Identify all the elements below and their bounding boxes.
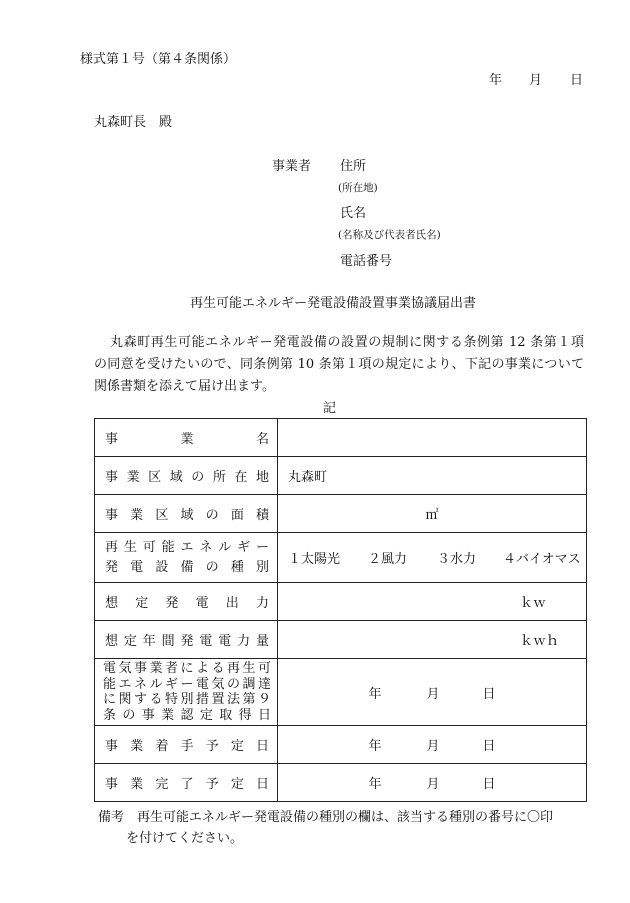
facility-type-options xyxy=(278,533,587,583)
facility-type-label-line-1: 再生可能エネルギー xyxy=(105,539,269,555)
planned-output-value[interactable] xyxy=(278,583,587,621)
form-number: 様式第１号（第４条関係） xyxy=(80,52,237,67)
row-location xyxy=(95,457,587,495)
completion-month-label: 月 xyxy=(426,777,440,792)
certification-label-line-3: に関する特別措置法第９ xyxy=(103,692,271,707)
row-completion-date xyxy=(95,764,587,802)
body-line-1: 丸森町再生可能エネルギー発電設備の設置の規制に関する条例第 12 条第１項 xyxy=(110,335,584,350)
facility-option-biomass[interactable]: ４バイオマス xyxy=(503,552,581,567)
document-title: 再生可能エネルギー発電設備設置事業協議届出書 xyxy=(190,296,477,311)
applicant-label: 事業者 xyxy=(272,159,312,174)
start-date-value[interactable] xyxy=(278,726,587,764)
start-year-label: 年 xyxy=(368,739,382,754)
start-day-label: 日 xyxy=(482,739,496,754)
area-value[interactable] xyxy=(278,495,587,533)
remarks-line-1: 備考 再生可能エネルギー発電設備の種別の欄は、該当する種別の番号に〇印 xyxy=(98,810,554,825)
row-facility-type xyxy=(95,533,587,583)
facility-option-solar[interactable]: １太陽光 xyxy=(288,552,341,567)
project-name-value[interactable] xyxy=(278,419,587,457)
start-date-label: 事業着手予定日 xyxy=(105,739,269,754)
completion-year-label: 年 xyxy=(368,777,382,792)
cert-month-label: 月 xyxy=(426,686,440,702)
date-month-label: 月 xyxy=(529,73,543,88)
facility-option-hydro[interactable]: ３水力 xyxy=(437,552,477,567)
area-label: 事業区域の面積 xyxy=(105,508,269,523)
certification-label-line-4: 条の事業認定取得日 xyxy=(103,707,271,723)
completion-day-label: 日 xyxy=(482,777,496,792)
project-details-table xyxy=(94,418,587,802)
annual-output-label: 想定年間発電電力量 xyxy=(105,634,269,649)
completion-date-label: 事業完了予定日 xyxy=(105,777,269,792)
date-day-label: 日 xyxy=(570,73,584,88)
cert-year-label: 年 xyxy=(368,686,382,702)
project-name-label: 事業名 xyxy=(105,432,269,447)
ki-heading: 記 xyxy=(323,401,337,416)
addressee: 丸森町長 殿 xyxy=(94,115,173,130)
row-project-name xyxy=(95,419,587,457)
applicant-name-label: 氏名 xyxy=(340,206,367,221)
row-planned-output xyxy=(95,583,587,621)
certification-label-line-1: 電気事業者による再生可 xyxy=(103,661,271,676)
applicant-name-note: (名称及び代表者氏名) xyxy=(338,229,441,241)
row-annual-output xyxy=(95,621,587,659)
body-line-2: の同意を受けたいので、同条例第 10 条第１項の規定により、下記の事業について xyxy=(94,357,584,372)
location-label: 事業区域の所在地 xyxy=(105,470,269,485)
start-month-label: 月 xyxy=(426,739,440,754)
cert-day-label: 日 xyxy=(482,686,496,702)
applicant-address-label: 住所 xyxy=(340,159,367,174)
row-start-date xyxy=(95,726,587,764)
row-area xyxy=(95,495,587,533)
annual-output-unit: ｋｗｈ xyxy=(520,634,560,649)
completion-date-value[interactable] xyxy=(278,764,587,802)
body-line-3: 関係書類を添えて届け出ます。 xyxy=(94,379,275,394)
planned-output-label: 想定発電出力 xyxy=(105,596,269,611)
applicant-phone-label: 電話番号 xyxy=(340,254,393,269)
facility-option-wind[interactable]: ２風力 xyxy=(368,552,408,567)
certification-label-line-2: 能エネルギー電気の調達 xyxy=(103,676,271,692)
annual-output-value[interactable] xyxy=(278,621,587,659)
area-unit: ㎡ xyxy=(425,508,439,523)
location-value[interactable]: 丸森町 xyxy=(278,457,587,495)
facility-type-label-line-2: 発電設備の種別 xyxy=(105,559,269,575)
row-certification-date xyxy=(95,659,587,726)
remarks-line-2: を付けてください。 xyxy=(126,831,244,846)
applicant-address-note: (所在地) xyxy=(338,182,378,194)
date-year-label: 年 xyxy=(489,73,503,88)
certification-date-value[interactable] xyxy=(278,659,587,726)
planned-output-unit: ｋｗ xyxy=(520,596,547,611)
